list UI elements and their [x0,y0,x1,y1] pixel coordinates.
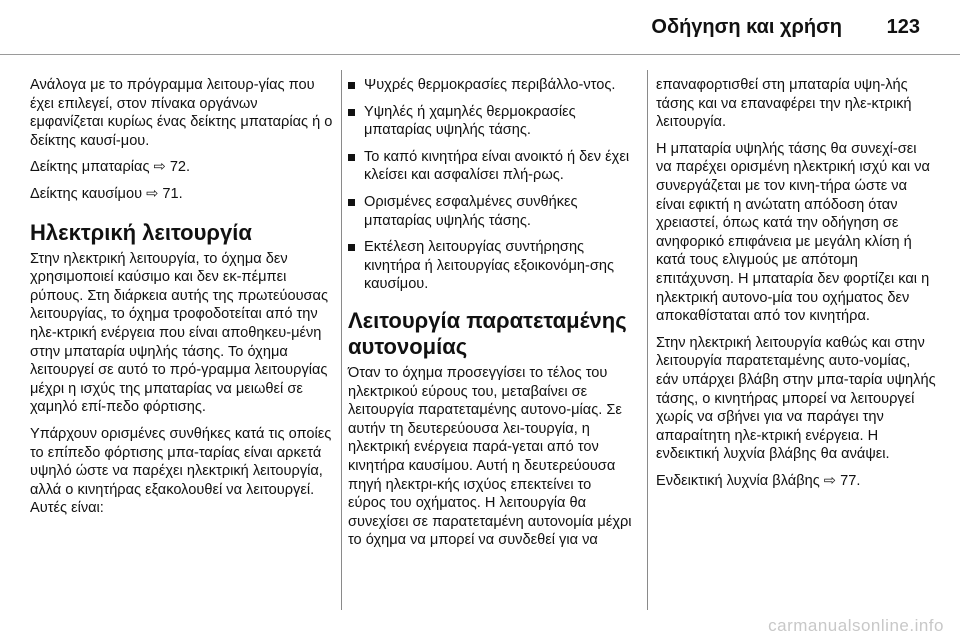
square-bullet-icon [348,109,355,116]
paragraph: Υπάρχουν ορισμένες συνθήκες κατά τις οποίες το επίπεδο φόρτισης μπα-ταρίας είναι αρκετά υψηλό ώστε να παρέχει ηλεκτρική λειτουργία, αλλά ο κινητήρας εξακολουθεί να λειτουργεί. Αυτές είναι: [30,425,332,517]
column-divider [341,70,342,610]
column-2 [348,76,632,558]
list-item [348,238,632,294]
section-heading: Ηλεκτρική λειτουργία [30,219,252,245]
watermark: carmanualsonline.info [768,616,944,635]
paragraph: Η μπαταρία υψηλής τάσης θα συνεχί-σει να παρέχει ορισμένη ηλεκτρική ισχύ και να συνεργάζεται με τον κινη-τήρα ώστε να είναι εφικτή η ανώτατη απόδοση όταν χρειαστεί, όπως κατά την οδήγηση σε ανηφορικό επιφάνεια με μεγάλη κλίση ή κατά τους ελιγμούς με απότομη επιτάχυνση. Η μπαταρία δεν φορτίζει και η ηλεκτρική αυτονο-μία του οχήματος δεν αποκαθίσταται από τον κινητήρα. [656,140,930,325]
list-item [348,148,632,185]
square-bullet-icon [348,154,355,161]
column-divider [647,70,648,610]
column-3 [656,76,936,498]
list-item-text: Ψυχρές θερμοκρασίες περιβάλλο-ντος. [364,77,616,93]
cross-reference: Δείκτης μπαταρίας ⇨ 72. [30,159,191,176]
list-item-text: Ορισμένες εσφαλμένες συνθήκες μπαταρίας υψηλής τάσης. [364,193,578,229]
paragraph: Όταν το όχημα προσεγγίσει το τέλος του ηλεκτρικού εύρους του, μεταβαίνει σε λειτουργία παρατεταμένης αυτονο-μίας. Σε αυτήν τη δευτερεύουσα λει-τουργία, η ηλεκτρική ενέργεια παρά-γεται από τον κινητήρα καυσίμου. Αυτή η δευτερεύουσα πηγή ηλεκτρι-κής ισχύος επεκτείνει το εύρος του οχήματος. Η λειτουργία θα συνεχίσει σε παρατεταμένη αυτονομία μέχρι το όχημα να μπορεί να συνδεθεί για να [348,364,632,549]
page-number: 123 [886,16,920,38]
list-item-text: Εκτέλεση λειτουργίας συντήρησης κινητήρα ή λειτουργίας εξοικονόμη-σης καυσίμου. [364,239,615,293]
paragraph: Στην ηλεκτρική λειτουργία καθώς και στην λειτουργία παρατεταμένης αυτο-νομίας, εάν υπάρχει βλάβη στην μπα-ταρία υψηλής τάσης, ο κινητήρας μπορεί να λειτουργεί χωρίς να σβήνει για να παράγει την απαραίτητη ηλε-κτρική ενέργεια. Η ενδεικτική λυχνία βλάβης θα ανάψει. [656,334,936,463]
header-title: Οδήγηση και χρήση [651,16,842,38]
paragraph: επαναφορτισθεί στη μπαταρία υψη-λής τάσης και να επαναφέρει την ηλε-κτρική λειτουργία. [656,77,912,131]
section-heading: Λειτουργία παρατεταμένης αυτονομίας [348,307,627,359]
paragraph: Ανάλογα με το πρόγραμμα λειτουρ-γίας που έχει επιλεγεί, στον πίνακα οργάνων εμφανίζεται κυρίως ένας δείκτης μπαταρίας ή ο δείκτης καυσί-μου. [30,77,333,149]
paragraph: Στην ηλεκτρική λειτουργία, το όχημα δεν χρησιμοποιεί καύσιμο και δεν εκ-πέμπει ρύπους. Στη διάρκεια αυτής της πρωτεύουσας λειτουργίας, το όχημα τροφοδοτείται από την ηλε-κτρική ενέργεια που είναι αποθηκευ-μένη στην μπαταρία υψηλής τάσης. Το όχημα λειτουργεί σε αυτό το πρό-γραμμα λειτουργίας μέχρι η ισχύς της μπαταρίας να μειωθεί σε χαμηλό επί-πεδο φόρτισης. [30,250,329,416]
header-rule [0,54,960,55]
square-bullet-icon [348,244,355,251]
list-item-text: Υψηλές ή χαμηλές θερμοκρασίες μπαταρίας υψηλής τάσης. [364,103,576,139]
list-item-text: Το καπό κινητήρα είναι ανοικτό ή δεν έχει κλείσει και ασφαλίσει πλή-ρως. [364,148,630,184]
list-item [348,103,632,140]
square-bullet-icon [348,82,355,89]
list-item [348,76,632,95]
page-header [0,0,960,50]
column-1 [30,76,334,526]
cross-reference: Δείκτης καυσίμου ⇨ 71. [30,185,183,202]
list-item [348,193,632,230]
square-bullet-icon [348,199,355,206]
bullet-list [348,76,632,294]
cross-reference: Ενδεικτική λυχνία βλάβης ⇨ 77. [656,472,861,489]
